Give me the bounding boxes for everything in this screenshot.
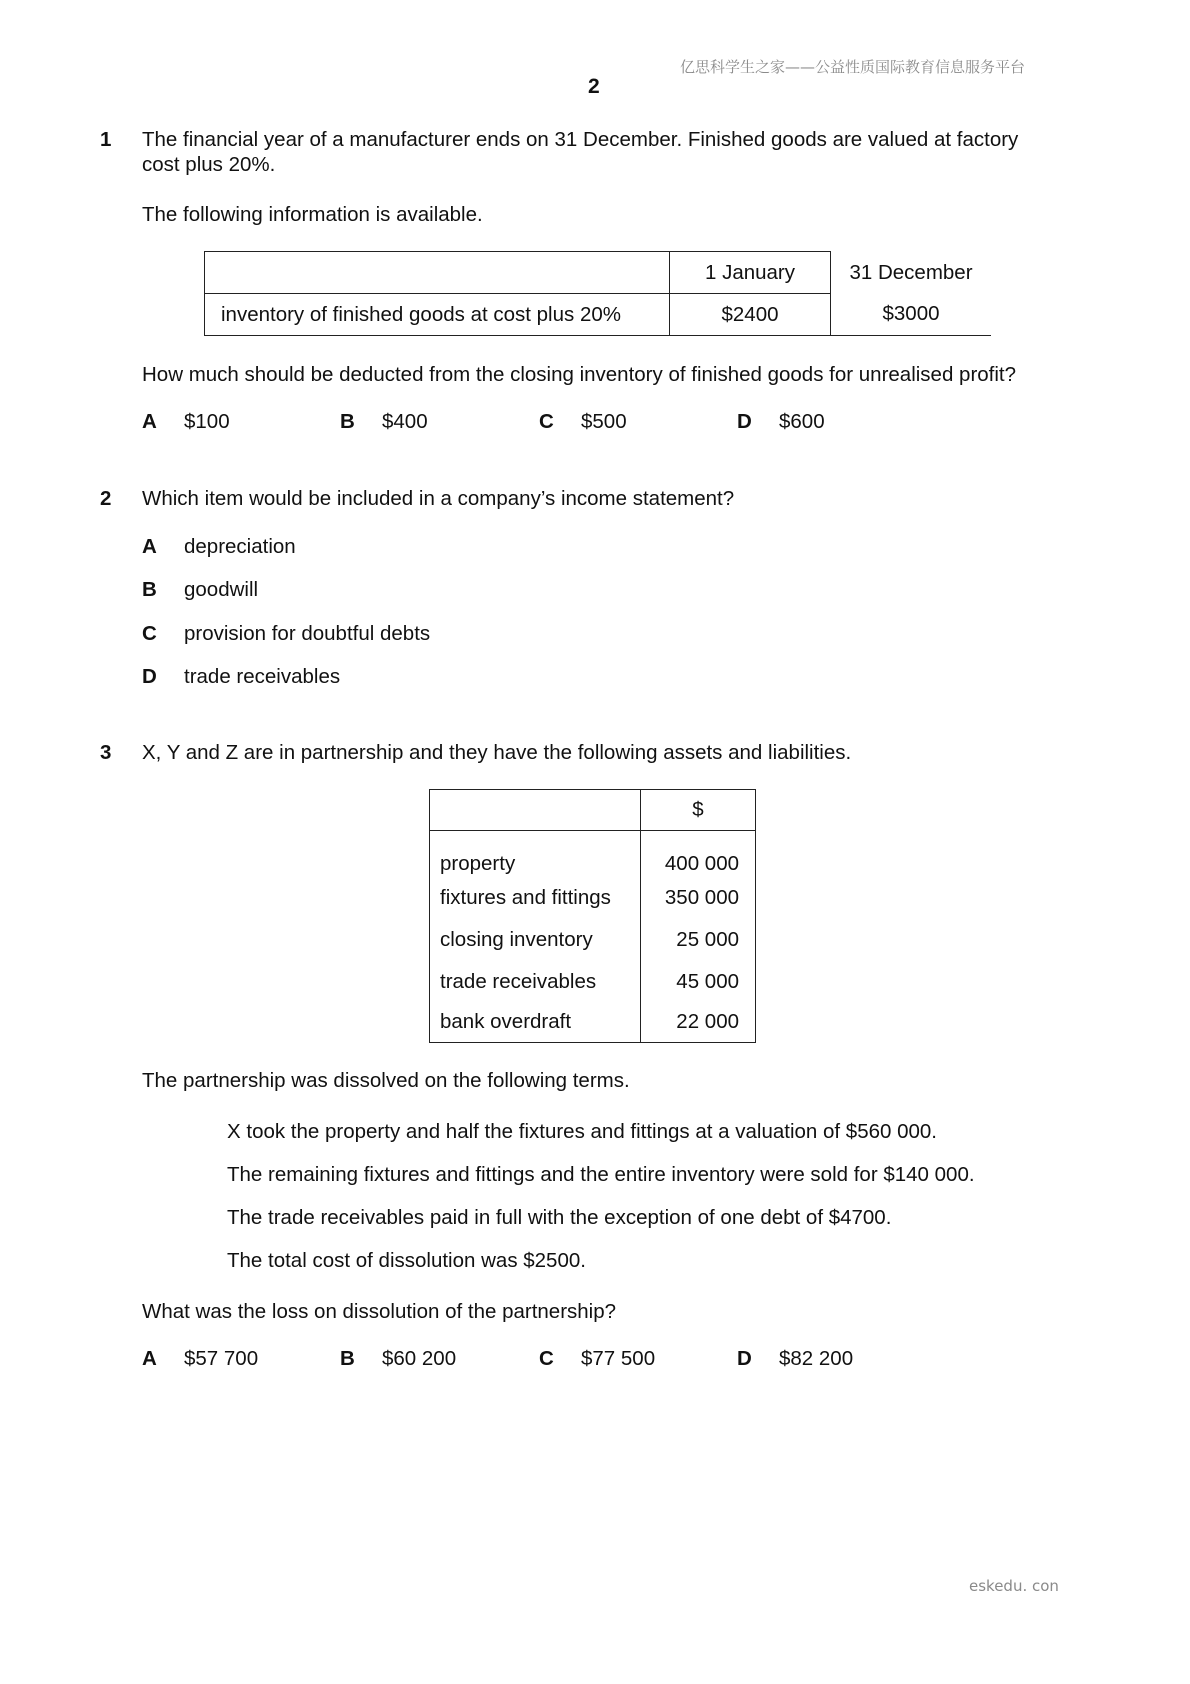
assets-table: [429, 789, 756, 1043]
question-3-term-1: X took the property and half the fixtures and fittings at a valuation of $560 000.: [227, 1120, 937, 1143]
inventory-table-row-label: inventory of finished goods at cost plus 20%: [205, 294, 670, 336]
inventory-table-header-jan: 1 January: [670, 252, 831, 294]
question-3-stem: X, Y and Z are in partnership and they have the following assets and liabilities.: [142, 741, 852, 764]
q1-option-b[interactable]: [340, 410, 428, 434]
question-2-prompt: Which item would be included in a company’s income statement?: [142, 487, 735, 510]
q2-option-a[interactable]: [142, 535, 296, 559]
option-text: $77 500: [581, 1347, 656, 1370]
assets-table-value: 25 000: [676, 927, 739, 951]
option-letter: C: [142, 622, 157, 645]
q1-option-c[interactable]: [539, 410, 627, 434]
assets-table-item: fixtures and fittings: [430, 877, 641, 919]
q1-option-d[interactable]: [737, 410, 825, 434]
assets-table-item: property: [430, 831, 641, 877]
question-3-term-3: The trade receivables paid in full with the exception of one debt of $4700.: [227, 1206, 892, 1229]
inventory-table-header-dec: 31 December: [849, 260, 973, 284]
q3-option-d[interactable]: [737, 1347, 853, 1371]
question-1-prompt: How much should be deducted from the closing inventory of finished goods for unrealised profit?: [142, 363, 1017, 386]
question-3-term-2: The remaining fixtures and fittings and the entire inventory were sold for $140 000.: [227, 1163, 975, 1186]
option-text: $400: [382, 410, 428, 433]
question-1-number: 1: [100, 128, 112, 151]
q2-option-c[interactable]: [142, 622, 430, 646]
option-letter: D: [737, 410, 752, 433]
option-text: $100: [184, 410, 230, 433]
q3-option-c[interactable]: [539, 1347, 655, 1371]
question-1-stem-line2: cost plus 20%.: [142, 153, 276, 176]
option-text: $500: [581, 410, 627, 433]
option-letter: B: [340, 1347, 355, 1370]
question-3-number: 3: [100, 741, 112, 764]
watermark-top: 亿思科学生之家——公益性质国际教育信息服务平台: [680, 58, 1026, 76]
option-text: depreciation: [184, 535, 296, 558]
page-number: 2: [588, 75, 600, 98]
q2-option-b[interactable]: [142, 578, 258, 602]
inventory-table-dec-value: $3000: [831, 294, 992, 336]
assets-table-value: 45 000: [676, 969, 739, 993]
option-letter: C: [539, 1347, 554, 1370]
q2-option-d[interactable]: [142, 665, 340, 689]
q3-option-b[interactable]: [340, 1347, 456, 1371]
inventory-table-jan-value: $2400: [670, 294, 831, 336]
option-letter: A: [142, 1347, 157, 1370]
watermark-bottom: eskedu. con: [969, 1577, 1059, 1595]
assets-table-item: trade receivables: [430, 961, 641, 1003]
option-text: $60 200: [382, 1347, 457, 1370]
question-1-info: The following information is available.: [142, 203, 483, 226]
option-letter: B: [142, 578, 157, 601]
question-2-number: 2: [100, 487, 112, 510]
assets-table-item: closing inventory: [430, 919, 641, 961]
inventory-table: [204, 251, 991, 336]
assets-table-value: 22 000: [676, 1010, 739, 1034]
assets-table-item: bank overdraft: [430, 1003, 641, 1043]
option-text: trade receivables: [184, 665, 341, 688]
q3-option-a[interactable]: [142, 1347, 258, 1371]
option-letter: C: [539, 410, 554, 433]
assets-table-value: 350 000: [664, 885, 739, 909]
question-1-stem-line1: The financial year of a manufacturer ends on 31 December. Finished goods are valued at factory: [142, 128, 1019, 151]
option-text: goodwill: [184, 578, 259, 601]
option-text: $57 700: [184, 1347, 259, 1370]
assets-table-value: 400 000: [664, 851, 739, 875]
question-3-terms-intro: The partnership was dissolved on the following terms.: [142, 1069, 630, 1092]
option-letter: D: [737, 1347, 752, 1370]
inventory-table-header-blank: [205, 252, 670, 294]
option-letter: B: [340, 410, 355, 433]
assets-table-header-blank: [430, 790, 641, 831]
option-text: provision for doubtful debts: [184, 622, 431, 645]
option-letter: A: [142, 535, 157, 558]
question-3-term-4: The total cost of dissolution was $2500.: [227, 1249, 586, 1272]
question-3-prompt: What was the loss on dissolution of the partnership?: [142, 1300, 617, 1323]
option-letter: D: [142, 665, 157, 688]
option-text: $600: [779, 410, 825, 433]
q1-option-a[interactable]: [142, 410, 230, 434]
option-text: $82 200: [779, 1347, 854, 1370]
option-letter: A: [142, 410, 157, 433]
assets-table-header-currency: $: [641, 790, 756, 831]
